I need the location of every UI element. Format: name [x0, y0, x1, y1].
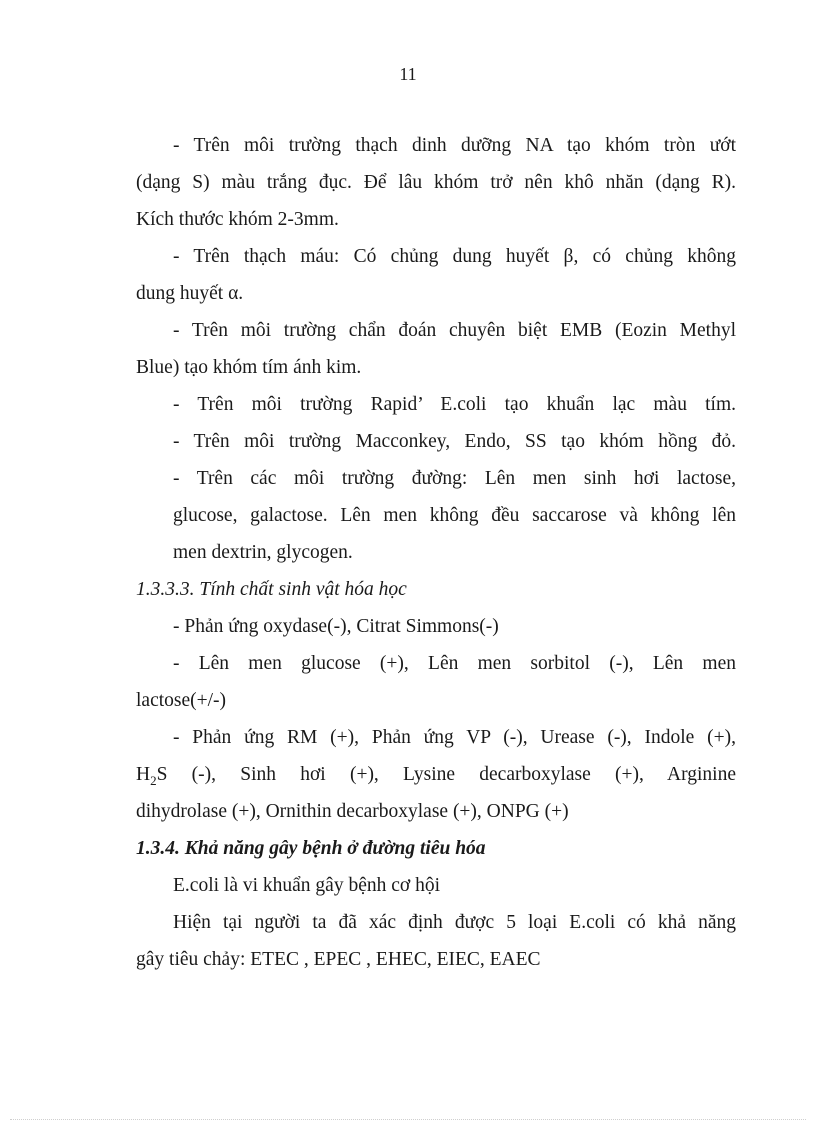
- paragraph-line: gây tiêu chảy: ETEC , EPEC , EHEC, EIEC, EAEC: [136, 949, 541, 970]
- page-bottom-border: [10, 1119, 806, 1120]
- paragraph-line: Hiện tại người ta đã xác định được 5 loại E.coli có khả năng: [173, 912, 736, 933]
- paragraph-line: - Phản ứng oxydase(-), Citrat Simmons(-): [173, 616, 499, 637]
- section-heading-1-3-4: 1.3.4. Khả năng gây bệnh ở đường tiêu hóa: [136, 838, 486, 859]
- paragraph-line: - Trên môi trường Macconkey, Endo, SS tạo khóm hồng đỏ.: [173, 431, 736, 452]
- paragraph-line: [136, 756, 736, 793]
- chemical-subscript: 2: [150, 772, 157, 788]
- paragraph-line: dihydrolase (+), Ornithin decarboxylase (+), ONPG (+): [136, 801, 569, 822]
- page-number: 11: [399, 64, 417, 84]
- paragraph-line: glucose, galactose. Lên men không đều saccarose và không lên: [173, 505, 736, 526]
- paragraph-line: - Lên men glucose (+), Lên men sorbitol (-), Lên men: [173, 653, 736, 674]
- paragraph-text: S (-), Sinh hơi (+), Lysine decarboxylase (+), Arginine: [156, 764, 736, 785]
- paragraph-line: Blue) tạo khóm tím ánh kim.: [136, 357, 362, 378]
- paragraph-line: - Phản ứng RM (+), Phản ứng VP (-), Urease (-), Indole (+),: [173, 727, 736, 748]
- paragraph-line: E.coli là vi khuẩn gây bệnh cơ hội: [173, 875, 440, 896]
- paragraph-line: men dextrin, glycogen.: [173, 542, 353, 563]
- chemical-symbol: H: [136, 764, 151, 785]
- paragraph-line: lactose(+/-): [136, 690, 227, 711]
- paragraph-line: dung huyết α.: [136, 283, 244, 304]
- paragraph-line: - Trên môi trường thạch dinh dưỡng NA tạo khóm tròn ướt: [173, 135, 736, 156]
- document-body: [136, 127, 736, 978]
- paragraph-line: (dạng S) màu trắng đục. Để lâu khóm trở nên khô nhăn (dạng R).: [136, 172, 736, 193]
- section-heading-1-3-3-3: 1.3.3.3. Tính chất sinh vật hóa học: [136, 579, 407, 600]
- paragraph-line: - Trên các môi trường đường: Lên men sinh hơi lactose,: [173, 468, 736, 489]
- paragraph-line: - Trên môi trường Rapid’ E.coli tạo khuẩn lạc màu tím.: [173, 394, 736, 415]
- paragraph-line: - Trên thạch máu: Có chủng dung huyết β, có chủng không: [173, 246, 736, 267]
- paragraph-line: - Trên môi trường chẩn đoán chuyên biệt EMB (Eozin Methyl: [173, 320, 736, 341]
- paragraph-line: Kích thước khóm 2-3mm.: [136, 209, 339, 230]
